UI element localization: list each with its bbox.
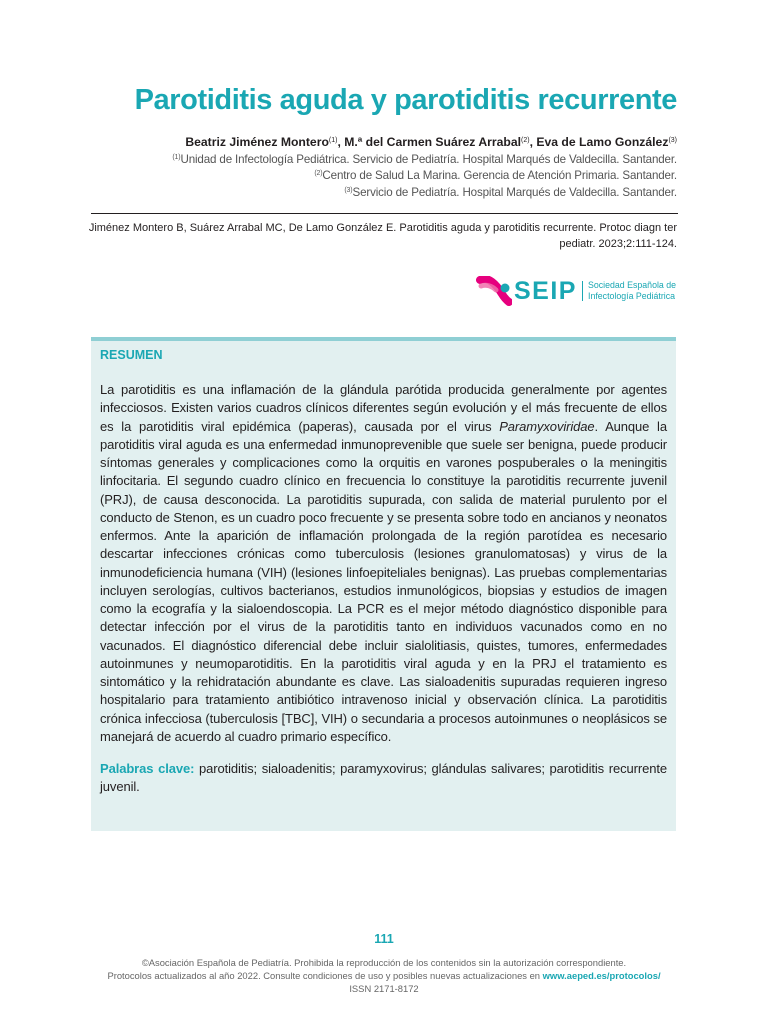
seip-wordmark: SEIP bbox=[514, 277, 577, 305]
keywords bbox=[100, 760, 667, 797]
footer-update-text: Protocolos actualizados al año 2022. Consulte condiciones de uso y posibles nuevas actualizaciones en bbox=[107, 970, 543, 981]
affiliation bbox=[172, 153, 677, 166]
author-affiliation-ref: (2) bbox=[521, 137, 530, 144]
author-separator: , bbox=[337, 135, 345, 149]
footer-issn: ISSN 2171-8172 bbox=[349, 983, 419, 994]
footer-update-notice bbox=[0, 970, 768, 981]
article-title: Parotiditis aguda y parotiditis recurrente bbox=[134, 84, 677, 116]
author-name: Eva de Lamo González bbox=[536, 135, 669, 149]
seip-logo-mark-icon bbox=[476, 276, 512, 306]
abstract-text-italic: Paramyxoviridae bbox=[499, 418, 595, 434]
footer-link[interactable]: www.aeped.es/protocolos/ bbox=[542, 970, 661, 981]
abstract-box bbox=[91, 337, 676, 831]
affiliation-text: Centro de Salud La Marina. Gerencia de Atención Primaria. Santander. bbox=[322, 169, 677, 182]
author-list bbox=[185, 135, 677, 149]
abstract-text-part: . Aunque la parotiditis viral aguda es una enfermedad inmunoprevenible que suele ser benigna, puede producir síntomas generales y complicaciones como la orquitis en varones pospuberales o la meningitis linfocitaria. El segundo cuadro clínico en frecuencia lo constituye la parotiditis recurrente juvenil (PRJ), de causa desconocida. La parotiditis supurada, con salida de material purulento por el conducto de Stenon, es un cuadro poco frecuente y se presenta sobre todo en ancianos y neonatos enfermos. Ante la aparición de inflamación prolongada de la región parotídea es necesario descartar infecciones crónicas como tuberculosis (lesiones granulomatosas) y virus de la inmunodeficiencia humana (VIH) (lesiones linfoepiteliales benignas). Las pruebas complementarias incluyen serologías, cultivos bacterianos, estudios inmunológicos, biopsias y estudios de imagen como la ecografía y la sialoendoscopia. La PCR es el mejor método diagnóstico disponible para detectar infección por el virus de la parotiditis tanto en individuos vacunados como en no vacunados. El diagnóstico diferencial debe incluir sialolitiasis, quistes, tumores, enfermedades autoinmunes y neumoparotiditis. En la parotiditis viral aguda y en la PRJ el tratamiento es sintomático y la rehidratación abundante es clave. Las sialoadenitis supuradas requieren ingreso hospitalario para tratamiento antibiótico intravenoso inicial y observación clínica. La parotiditis crónica infecciosa (tuberculosis [TBC], VIH) o secundaria a procesos autoinmunes o neoplásicos se manejará de acuerdo al cuadro primario específico. bbox=[100, 418, 667, 744]
abstract-heading: RESUMEN bbox=[100, 348, 163, 362]
author-affiliation-ref: (3) bbox=[668, 137, 677, 144]
author-name: M.ª del Carmen Suárez Arrabal bbox=[344, 135, 522, 149]
footer-copyright: ©Asociación Española de Pediatría. Prohibida la reproducción de los contenidos sin la autorización correspondiente. bbox=[141, 957, 627, 968]
header-divider bbox=[91, 213, 678, 214]
author-affiliation-ref: (1) bbox=[328, 137, 338, 144]
affiliation-text: Servicio de Pediatría. Hospital Marqués de Valdecilla. Santander. bbox=[352, 186, 677, 199]
abstract-text-part: La parotiditis es una inflamación de la glándula parótida producida generalmente por agentes infecciosos. Existen varios cuadros clínicos diferentes según evolución y el más frecuente de ellos es la parotiditis viral epidémica (paperas), causada por el virus bbox=[100, 382, 667, 434]
seip-logo bbox=[476, 276, 678, 306]
keywords-label: Palabras clave: bbox=[100, 761, 195, 776]
seip-subtitle bbox=[588, 280, 676, 301]
seip-subtitle-line: Sociedad Española de bbox=[588, 280, 677, 290]
author-name: Beatriz Jiménez Montero bbox=[185, 135, 329, 149]
affiliation bbox=[344, 186, 677, 199]
citation: Jiménez Montero B, Suárez Arrabal MC, De Lamo González E. Parotiditis aguda y parotiditis recurrente. Protoc diagn ter pediatr. 2023;2:111-124. bbox=[88, 222, 677, 250]
affiliation-text: Unidad de Infectología Pediátrica. Servicio de Pediatría. Hospital Marqués de Valdecilla. Santander. bbox=[180, 153, 677, 166]
seip-subtitle-line: Infectología Pediátrica bbox=[588, 290, 676, 301]
author-separator: , bbox=[529, 135, 537, 149]
affiliation-ref: (2) bbox=[314, 170, 323, 177]
abstract-text bbox=[100, 381, 667, 746]
page-number: 111 bbox=[374, 932, 394, 946]
affiliation-ref: (1) bbox=[172, 154, 181, 161]
logo-divider bbox=[582, 281, 583, 301]
affiliation-ref: (3) bbox=[344, 187, 353, 194]
affiliation bbox=[314, 169, 677, 182]
keywords-list: parotiditis; sialoadenitis; paramyxovirus; glándulas salivares; parotiditis recurrente juvenil. bbox=[100, 761, 667, 795]
